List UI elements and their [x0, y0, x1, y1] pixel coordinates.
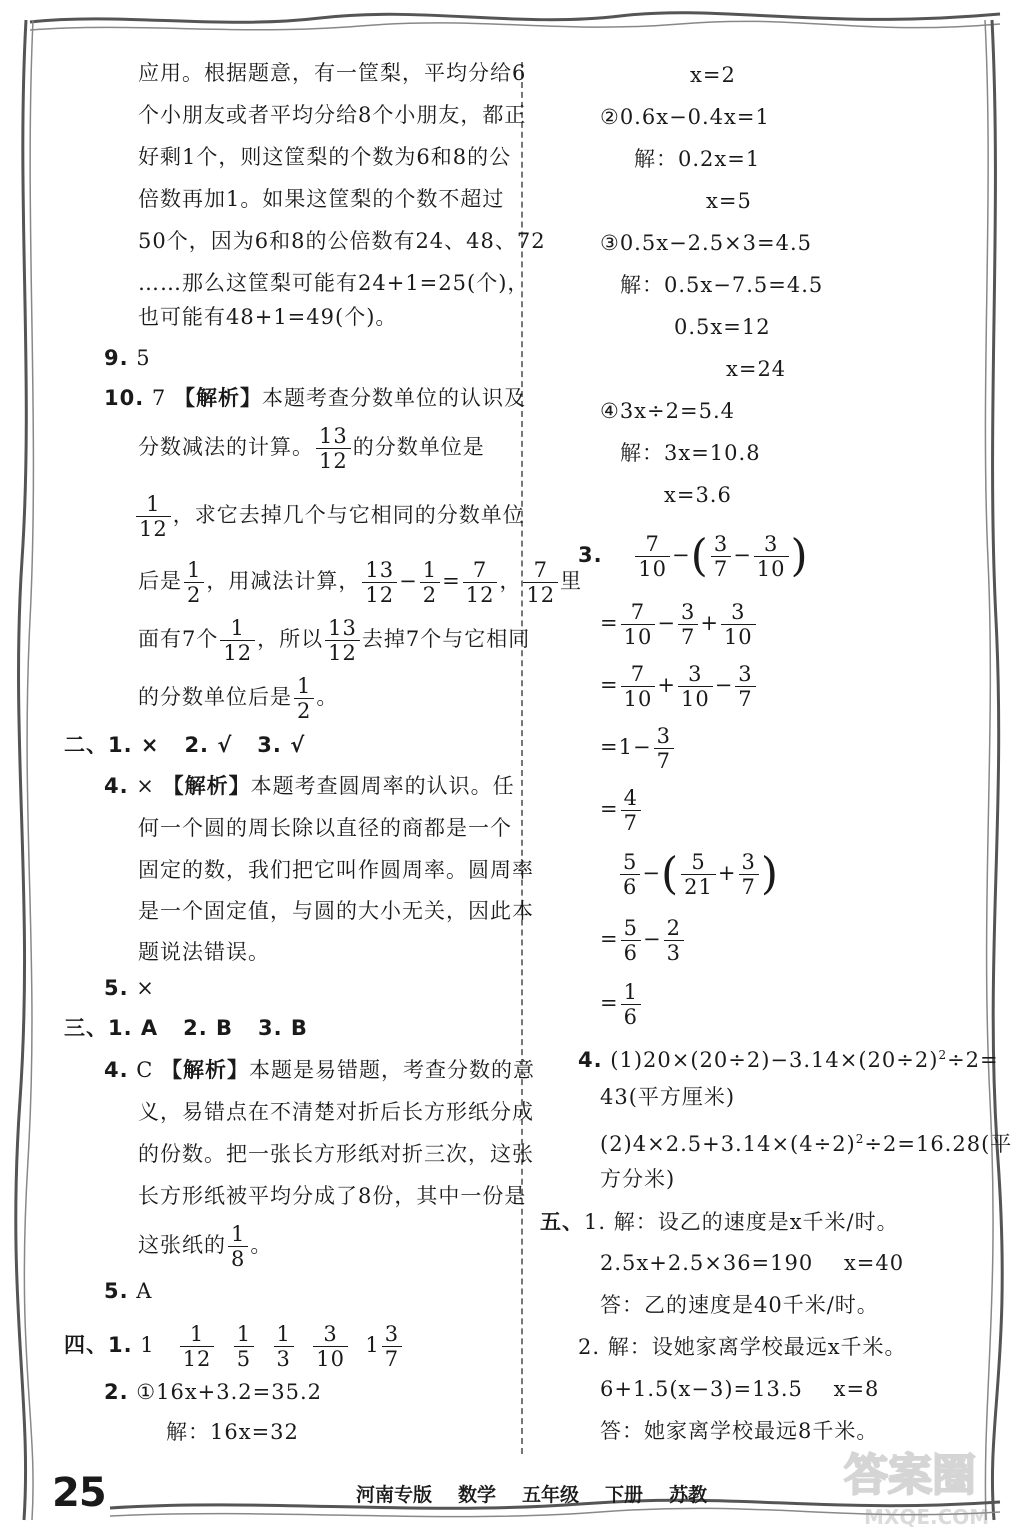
- solution: x=8: [833, 1377, 880, 1401]
- s5-q1-equation: [600, 1248, 904, 1278]
- q10-text: 面有7个: [138, 627, 219, 651]
- q10-line-6: [138, 674, 338, 723]
- answer: 3. B: [257, 1016, 308, 1040]
- fraction-3-7: [654, 724, 674, 773]
- question-number: 2.: [104, 1380, 129, 1404]
- numerator: 7: [621, 662, 656, 687]
- q3-step: [600, 662, 758, 711]
- fraction-4-7: [621, 786, 641, 835]
- equals-sign: =: [600, 797, 619, 821]
- fraction-1-3: [274, 1322, 294, 1371]
- answer: 1. ×: [108, 733, 160, 757]
- answer: ×: [136, 774, 155, 798]
- answer: 2. √: [184, 733, 233, 757]
- q9-number: 9.: [104, 346, 129, 370]
- numerator: 1: [621, 980, 641, 1005]
- question-number: 5.: [104, 1279, 129, 1303]
- equals-sign: =: [442, 569, 461, 593]
- q10-text: 里: [560, 569, 583, 593]
- q8-explanation-line: ……那么这筐梨可能有24+1=25(个)，: [138, 271, 530, 295]
- q4-expression: (2)4×2.5+3.14×(4÷2): [600, 1132, 856, 1156]
- equation: 6+1.5(x−3)=13.5: [600, 1377, 803, 1401]
- q4-line-4: 方分米): [600, 1167, 676, 1191]
- page-number: 25: [52, 1470, 106, 1516]
- numerator: 3: [678, 600, 698, 625]
- explanation-text: 本题是易错题，考查分数的意: [249, 1058, 536, 1082]
- q8-explanation-line: 应用。根据题意，有一筐梨，平均分给6: [138, 61, 527, 85]
- q10-line-4: [138, 558, 582, 607]
- plus-sign: +: [657, 673, 676, 697]
- fraction-3-10: [721, 600, 756, 649]
- answer: A: [136, 1279, 153, 1303]
- fraction-7-10: [621, 600, 656, 649]
- q3-result: [600, 786, 643, 835]
- right-paren: ): [790, 530, 809, 582]
- square-exponent: 2: [855, 1132, 865, 1146]
- q9-value: 5: [136, 346, 151, 370]
- fraction-7-10: [635, 532, 670, 581]
- q8-explanation-line: 倍数再加1。如果这筐梨的个数不超过: [138, 187, 505, 211]
- left-paren: (: [660, 848, 680, 900]
- numerator: 1: [180, 1322, 215, 1347]
- denominator: 7: [623, 811, 638, 835]
- fraction-1-12: [180, 1322, 215, 1371]
- denominator: 12: [465, 583, 495, 607]
- q3-step: [600, 600, 758, 649]
- denominator: 10: [680, 687, 710, 711]
- denominator: 3: [666, 941, 681, 965]
- q10-text: 分数减法的计算。: [138, 435, 314, 459]
- footer-subject: 数学: [458, 1484, 497, 1506]
- fraction-3-10: [678, 662, 713, 711]
- q10-text: 后是: [138, 569, 182, 593]
- numerator: 1: [136, 492, 171, 517]
- s5-q2-answer: 答：她家离学校最远8千米。: [600, 1419, 879, 1443]
- footer-region: 河南专版: [356, 1484, 433, 1506]
- equation: ③0.5x−2.5×3=4.5: [600, 231, 813, 255]
- numerator: 5: [621, 916, 641, 941]
- right-paren: ): [760, 848, 780, 900]
- denominator: 12: [526, 583, 556, 607]
- q10-text: 的分数单位后是: [138, 685, 292, 709]
- denominator: 3: [276, 1347, 291, 1371]
- fraction-2-3: [664, 916, 684, 965]
- fraction-3-7: [711, 532, 731, 581]
- solution-line: x=5: [706, 189, 752, 213]
- q3-result: [600, 980, 643, 1029]
- plus-sign: +: [700, 611, 719, 635]
- numerator: 1: [184, 558, 204, 583]
- footer-info: [356, 1480, 733, 1507]
- denominator: 12: [319, 449, 348, 473]
- q10-line-2: [138, 424, 485, 473]
- solution: x=40: [843, 1251, 905, 1275]
- answer: C: [136, 1058, 154, 1082]
- section-3-answers: [64, 1013, 308, 1043]
- fraction-1-12: [136, 492, 171, 541]
- footer-volume: 下册: [605, 1484, 644, 1506]
- numerator: 13: [362, 558, 397, 583]
- denominator: 2: [187, 583, 202, 607]
- denominator: 10: [756, 557, 786, 581]
- q10-line-5: [138, 616, 530, 665]
- fraction-13-12: [362, 558, 397, 607]
- q8-explanation-line: 也可能有48+1=49(个)。: [138, 305, 398, 329]
- q8-explanation-line: 好剩1个，则这筐梨的个数为6和8的公: [138, 145, 512, 169]
- fraction-1-12: [220, 616, 255, 665]
- left-paren: (: [690, 530, 709, 582]
- solution-line: 解：0.2x=1: [634, 147, 761, 171]
- numerator: 7: [621, 600, 656, 625]
- explanation-text: 本题考查圆周率的认识。任: [250, 774, 515, 798]
- equation: ④3x÷2=5.4: [600, 399, 735, 423]
- watermark-text-main: 答案圈: [844, 1450, 976, 1501]
- explanation-text: 这张纸的: [138, 1233, 226, 1257]
- s3-q4-line: 长方形纸被平均分成了8份，其中一份是: [138, 1184, 527, 1208]
- section-4-q1: [64, 1322, 404, 1371]
- page-border-left: [0, 0, 40, 1536]
- fraction-3-10: [754, 532, 789, 581]
- numerator: 3: [711, 532, 731, 557]
- denominator: 5: [236, 1347, 252, 1371]
- fraction-1-6: [621, 980, 641, 1029]
- denominator: 7: [656, 749, 671, 773]
- s5-q1-answer: 答：乙的速度是40千米/时。: [600, 1293, 879, 1317]
- q8-explanation-line: 50个，因为6和8的公倍数有24、48、72: [138, 229, 546, 253]
- numerator: 1: [274, 1322, 294, 1347]
- q3-step: [600, 916, 686, 965]
- section-2-answers: [64, 730, 305, 760]
- equals-sign: =: [600, 927, 619, 951]
- q10-value: 7: [151, 386, 167, 410]
- q10-text: 的分数单位是: [352, 435, 485, 459]
- fraction-1-2: [420, 558, 440, 607]
- minus-sign: −: [642, 861, 661, 885]
- answer: 3. √: [257, 733, 306, 757]
- equation: ①16x+3.2=35.2: [136, 1380, 323, 1404]
- numerator: 5: [681, 850, 716, 875]
- solution-line: x=24: [726, 357, 787, 381]
- fraction-7-12: [523, 558, 558, 607]
- watermark-logo: [838, 1440, 1008, 1532]
- minus-sign: −: [399, 569, 418, 593]
- denominator: 10: [623, 625, 653, 649]
- q4-line-1: [578, 1040, 999, 1075]
- fraction-1-2: [184, 558, 204, 607]
- s5-q2-setup: 2. 解：设她家离学校最远x千米。: [578, 1335, 907, 1359]
- s3-q4-line: 义，易错点在不清楚对折后长方形纸分成: [138, 1100, 534, 1124]
- question-number: 4.: [104, 1058, 129, 1082]
- numerator: 7: [523, 558, 558, 583]
- q3-expression-1: [578, 532, 809, 581]
- denominator: 6: [623, 1005, 638, 1029]
- denominator: 7: [738, 687, 753, 711]
- numerator: 3: [754, 532, 789, 557]
- answer: 1: [140, 1333, 155, 1357]
- numerator: 3: [654, 724, 674, 749]
- q3-expression-2: [618, 850, 779, 899]
- solution-line: x=2: [690, 63, 736, 87]
- s5-q1-setup: [540, 1207, 899, 1237]
- fraction-3-7: [739, 850, 759, 899]
- watermark-text-url: MXQE.COM: [864, 1505, 990, 1529]
- s3-q5-answer: [104, 1276, 152, 1306]
- s5-q2-equation: [600, 1374, 879, 1404]
- fraction-3-7: [678, 600, 698, 649]
- denominator: 2: [422, 583, 438, 607]
- s2-q4-line: 何一个圆的周长除以直径的商都是一个: [138, 816, 512, 840]
- footer-edition: 苏教: [669, 1484, 708, 1506]
- fraction-3-7: [735, 662, 755, 711]
- fraction-1-5: [234, 1322, 254, 1371]
- numerator: 1: [420, 558, 440, 583]
- section-5-heading: 五、: [540, 1210, 584, 1234]
- question-number: 3.: [578, 543, 603, 567]
- q10-text: ，求它去掉几个与它相同的分数单位: [172, 503, 525, 527]
- numerator: 1: [294, 674, 314, 699]
- question-number: 5.: [104, 976, 129, 1000]
- equals-sign: =: [600, 611, 619, 635]
- fraction-3-10: [313, 1322, 348, 1371]
- q8-explanation-line: 个小朋友或者平均分给8个小朋友，都正: [138, 103, 527, 127]
- q10-text: 去掉7个与它相同: [361, 627, 531, 651]
- s3-q4-line-5: [138, 1222, 272, 1271]
- numerator: 7: [635, 532, 670, 557]
- denominator: 7: [713, 557, 729, 581]
- q4-line-3: [600, 1124, 1012, 1159]
- s4-q2-solution-1: 解：16x=32: [166, 1420, 299, 1444]
- denominator: 6: [623, 941, 638, 965]
- s4-q2-eq1: [104, 1377, 322, 1407]
- denominator: 10: [723, 625, 753, 649]
- numerator: 3: [382, 1322, 402, 1347]
- equation: 2.5x+2.5×36=190: [600, 1251, 814, 1275]
- s3-q4-line: 的份数。把一张长方形纸对折三次，这张: [138, 1142, 534, 1166]
- analysis-tag: 【解析】: [161, 1058, 250, 1082]
- question-number: 4.: [104, 774, 129, 798]
- answer: 1. A: [108, 1016, 159, 1040]
- minus-sign: −: [657, 611, 676, 635]
- q10-text: 。: [316, 685, 339, 709]
- q10-text: ，所以: [257, 627, 324, 651]
- numerator: 1: [228, 1222, 248, 1247]
- q4-line-2: 43(平方厘米): [600, 1085, 736, 1109]
- footer-grade: 五年级: [522, 1484, 580, 1506]
- q3-step: [600, 724, 676, 773]
- s2-q4-line-1: [104, 771, 515, 801]
- equation: ②0.6x−0.4x=1: [600, 105, 770, 129]
- equals-sign: =: [600, 735, 619, 759]
- question-number: 1.: [108, 1333, 133, 1357]
- denominator: 12: [182, 1347, 212, 1371]
- denominator: 7: [384, 1347, 400, 1371]
- section-4-heading: 四、: [64, 1333, 108, 1357]
- denominator: 12: [139, 517, 168, 541]
- numerator: 3: [721, 600, 756, 625]
- s2-q4-line: 固定的数，我们把它叫作圆周率。圆周率: [138, 858, 534, 882]
- numerator: 1: [220, 616, 255, 641]
- denominator: 12: [365, 583, 395, 607]
- numerator: 2: [664, 916, 684, 941]
- minus-sign: −: [714, 673, 734, 697]
- numerator: 5: [620, 850, 640, 875]
- numerator: 3: [739, 850, 759, 875]
- q4-expression: (1)20×(20÷2)−3.14×(20÷2): [610, 1048, 939, 1072]
- answer: 2. B: [183, 1016, 234, 1040]
- section-2-heading: 二、: [64, 733, 108, 757]
- q4-expression: ÷2=16.28(平: [864, 1132, 1013, 1156]
- fraction-7-12: [463, 558, 498, 607]
- q10-number: 10.: [104, 386, 145, 410]
- page-border-right: [978, 0, 1018, 1536]
- analysis-tag: 【解析】: [162, 774, 251, 798]
- page-border-top: [0, 0, 1018, 46]
- numerator: 7: [463, 558, 498, 583]
- number: 1: [618, 735, 633, 759]
- setup-text: 1. 解：设乙的速度是x千米/时。: [584, 1210, 899, 1234]
- denominator: 21: [684, 875, 713, 899]
- numerator: 13: [325, 616, 360, 641]
- minus-sign: −: [632, 735, 652, 759]
- explanation-text: 。: [250, 1233, 273, 1257]
- fraction-13-12: [316, 424, 351, 473]
- q10-text: ，: [499, 569, 522, 593]
- square-exponent: 2: [938, 1048, 948, 1062]
- fraction-7-10: [621, 662, 656, 711]
- denominator: 7: [680, 625, 696, 649]
- denominator: 7: [741, 875, 756, 899]
- numerator: 13: [316, 424, 351, 449]
- q10-text: 本题考查分数单位的认识及: [261, 386, 526, 410]
- numerator: 3: [678, 662, 713, 687]
- q9-answer: [104, 343, 151, 373]
- q10-line-3: [134, 492, 525, 541]
- fraction-13-12: [325, 616, 360, 665]
- solution-line: x=3.6: [664, 483, 732, 507]
- fraction-5-21: [681, 850, 716, 899]
- denominator: 12: [223, 641, 253, 665]
- solution-line: 0.5x=12: [674, 315, 771, 339]
- denominator: 10: [638, 557, 668, 581]
- solution-line: 解：3x=10.8: [620, 441, 761, 465]
- question-number: 4.: [578, 1048, 603, 1072]
- answer: ×: [136, 976, 155, 1000]
- denominator: 8: [231, 1247, 246, 1271]
- q10-line-1: [104, 383, 526, 413]
- minus-sign: −: [733, 543, 752, 567]
- equals-sign: =: [600, 673, 619, 697]
- s2-q5-answer: [104, 973, 155, 1003]
- s2-q4-line: 是一个固定值，与圆的大小无关，因此本: [138, 899, 534, 923]
- numerator: 3: [735, 662, 755, 687]
- minus-sign: −: [642, 927, 662, 951]
- fraction-5-6: [621, 916, 641, 965]
- whole-number: 1: [365, 1333, 380, 1357]
- section-3-heading: 三、: [64, 1016, 108, 1040]
- equals-sign: =: [600, 991, 619, 1015]
- numerator: 4: [621, 786, 641, 811]
- minus-sign: −: [672, 543, 691, 567]
- numerator: 3: [313, 1322, 348, 1347]
- s3-q4-line-1: [104, 1055, 535, 1085]
- q10-text: ，用减法计算，: [206, 569, 361, 593]
- denominator: 2: [297, 699, 312, 723]
- denominator: 10: [316, 1347, 345, 1371]
- denominator: 12: [328, 641, 357, 665]
- fraction-5-6: [620, 850, 640, 899]
- numerator: 1: [234, 1322, 254, 1347]
- fraction-3-7: [382, 1322, 402, 1371]
- denominator: 6: [623, 875, 638, 899]
- denominator: 10: [623, 687, 653, 711]
- solution-line: 解：0.5x−7.5=4.5: [620, 273, 824, 297]
- q4-expression: ÷2=: [947, 1048, 999, 1072]
- analysis-tag: 【解析】: [173, 386, 262, 410]
- fraction-1-8: [228, 1222, 248, 1271]
- s2-q4-line: 题说法错误。: [138, 940, 270, 964]
- plus-sign: +: [717, 861, 737, 885]
- fraction-1-2: [294, 674, 314, 723]
